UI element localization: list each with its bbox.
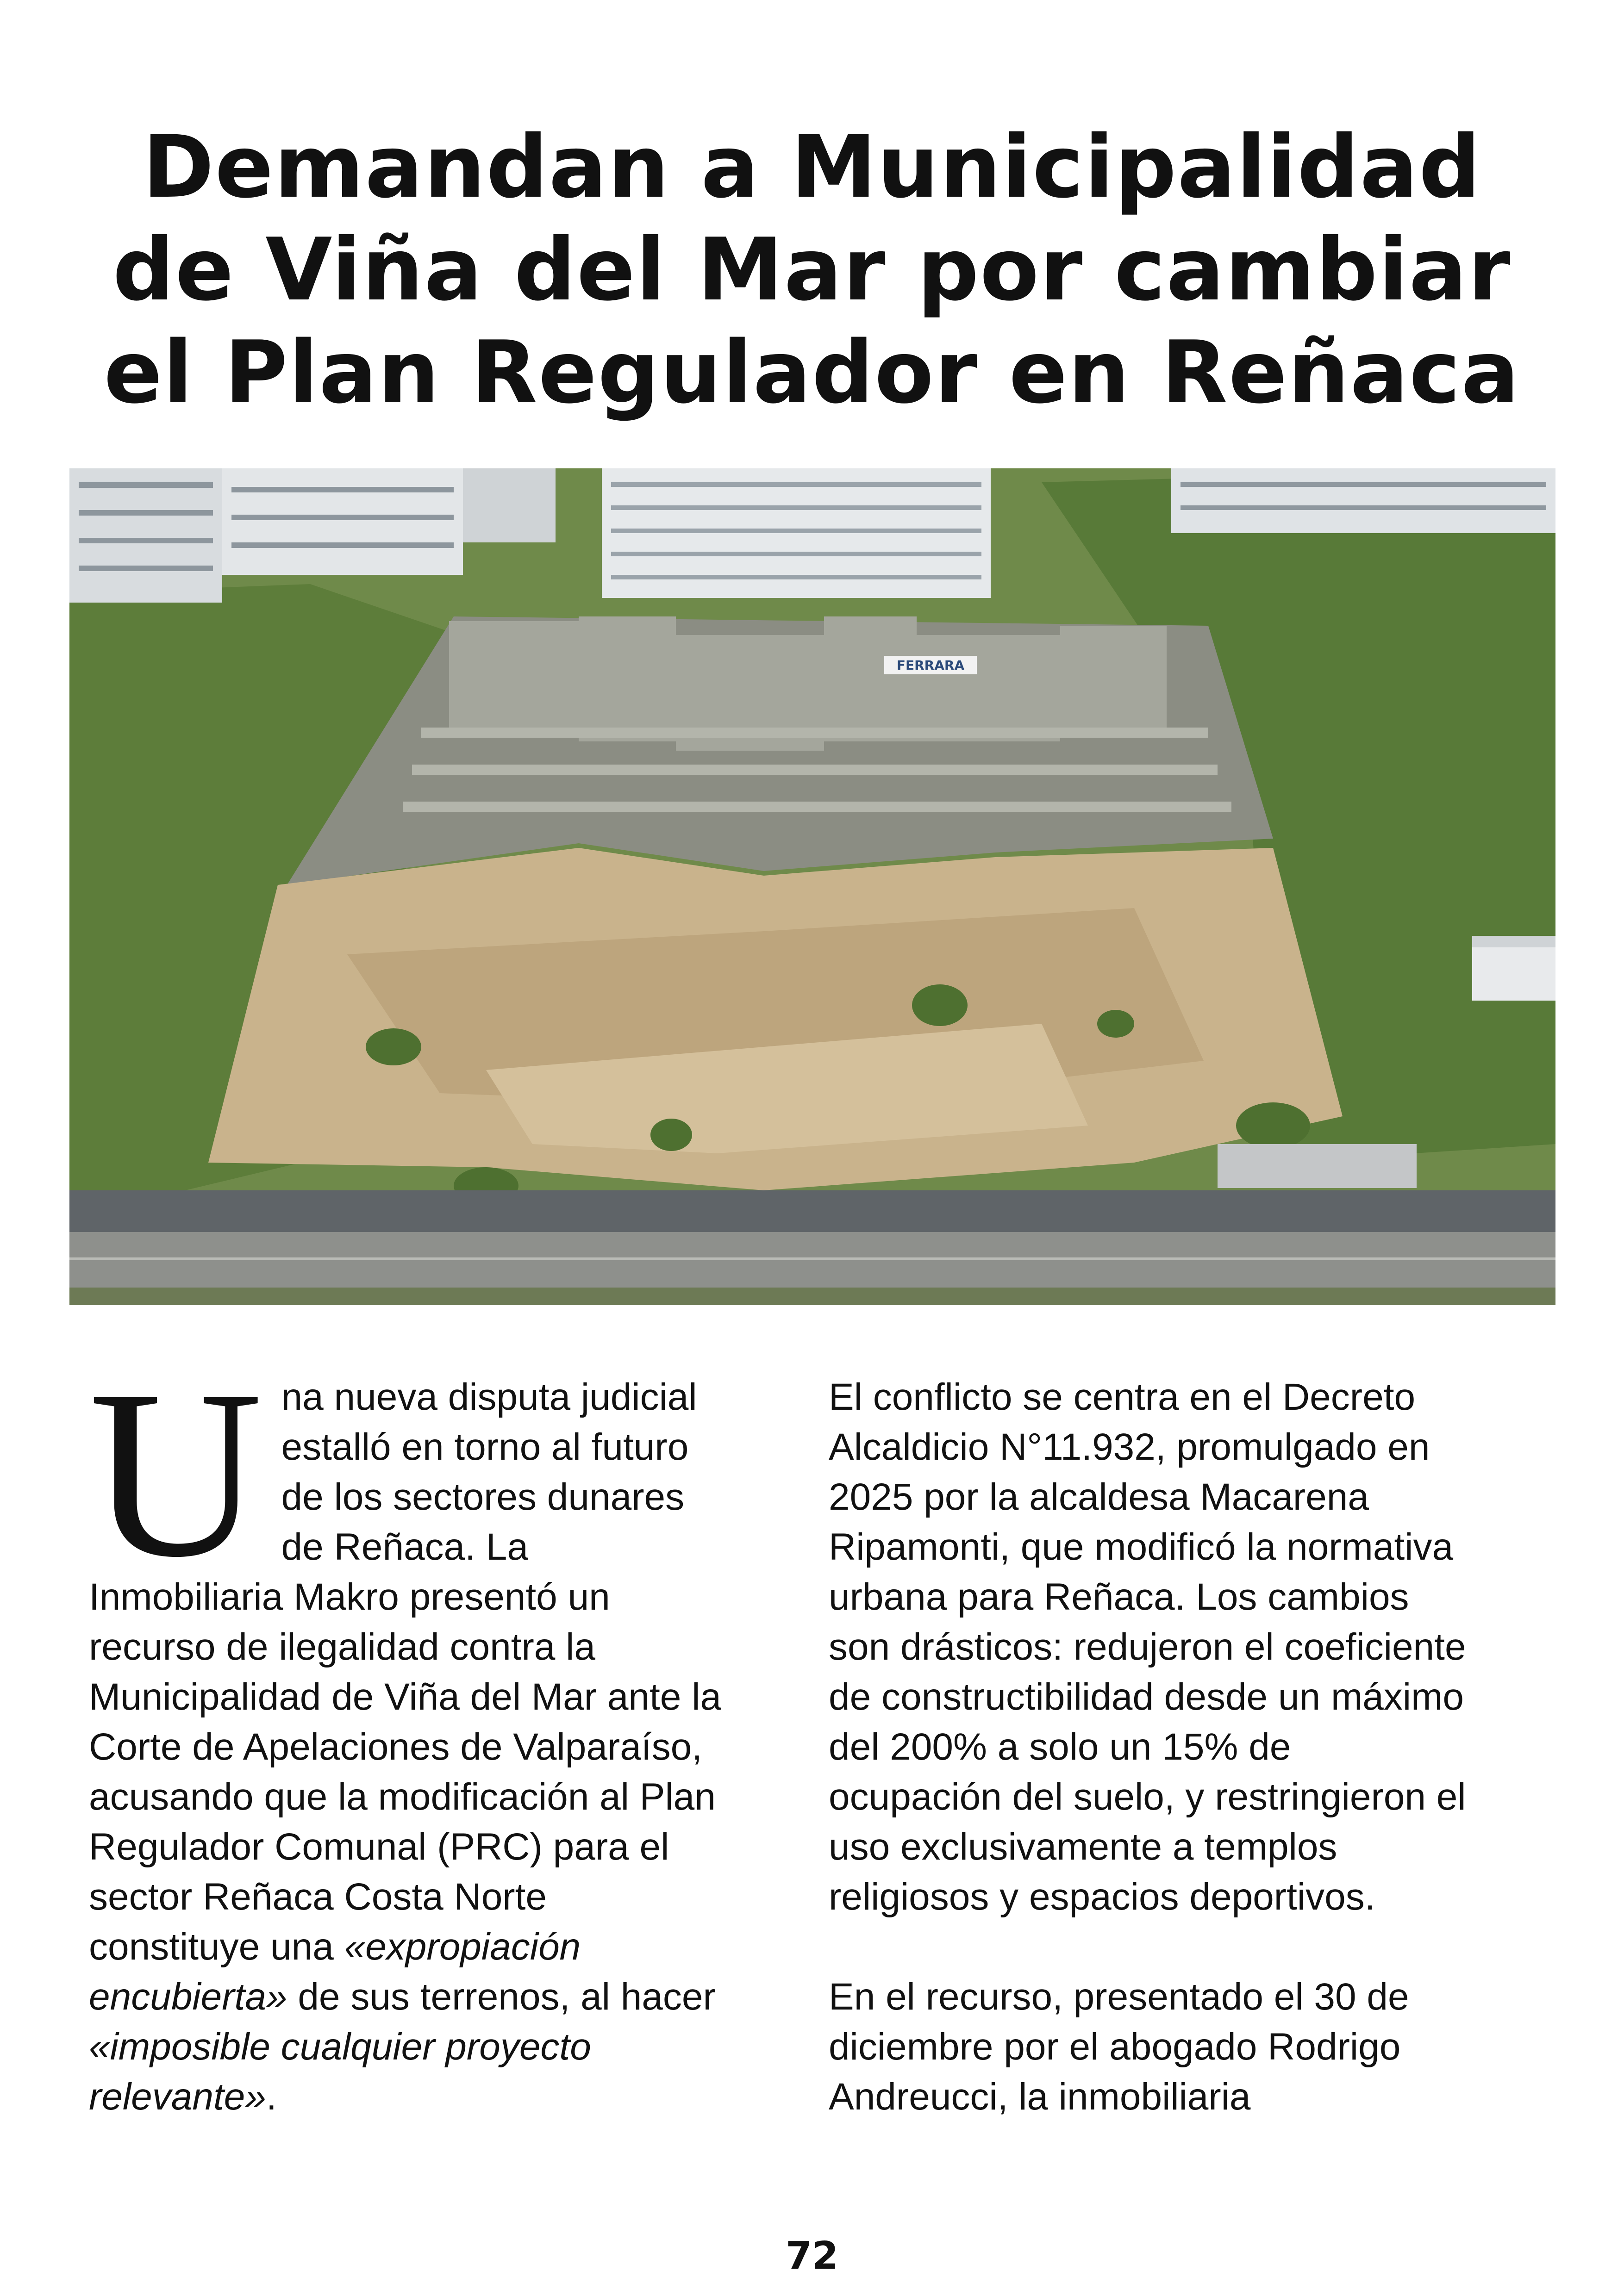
quote-imposible: «imposible cualquier proyecto relevante»: [89, 2026, 591, 2118]
article-column-right: [829, 1372, 1468, 2122]
lead-text-c: .: [266, 2076, 277, 2118]
drop-cap: U: [89, 1341, 263, 1607]
headline-line-1: Demandan a Municipalidad: [142, 117, 1482, 217]
article-column-left: [89, 1341, 728, 2122]
headline-line-2: de Viña del Mar por cambiar: [112, 219, 1512, 320]
quote-expropiacion: «expropiación encubierta»: [89, 1926, 581, 2018]
headline-line-3: el Plan Regulador en Reñaca: [104, 322, 1520, 423]
paragraph-decreto: El conflicto se centra en el Decreto Alcaldicio N°11.932, promulgado en 2025 por la alcaldesa Macarena Ripamonti, que modificó la normativa urbana para Reñaca. Los cambios son drásticos: redujeron el coeficiente de constructibilidad desde un máximo del 200% a solo un 15% de ocupación del suelo, y restringieron el uso exclusivamente a templos religiosos y espacios deportivos.: [829, 1376, 1466, 1918]
lead-text-b: de sus terrenos, al hacer: [287, 1976, 716, 2018]
sign-text: FERRARA: [896, 658, 965, 673]
aerial-photo: [69, 468, 1555, 1305]
lead-text-a: na nueva disputa judicial estalló en torno al futuro de los sectores dunares de Reñaca. La Inmobiliaria Makro presentó un recurso de ilegalidad contra la Municipalidad de Viña del Mar ante la Corte de Apelaciones de Valparaíso, acusando que la modificación al Plan Regulador Comunal (PRC) para el sector Reñaca Costa Norte constituye una: [89, 1376, 722, 1968]
page-number: 72: [785, 2234, 839, 2278]
paragraph-recurso: En el recurso, presentado el 30 de diciembre por el abogado Rodrigo Andreucci, la inmobiliaria: [829, 1976, 1409, 2118]
headline: [69, 116, 1555, 424]
